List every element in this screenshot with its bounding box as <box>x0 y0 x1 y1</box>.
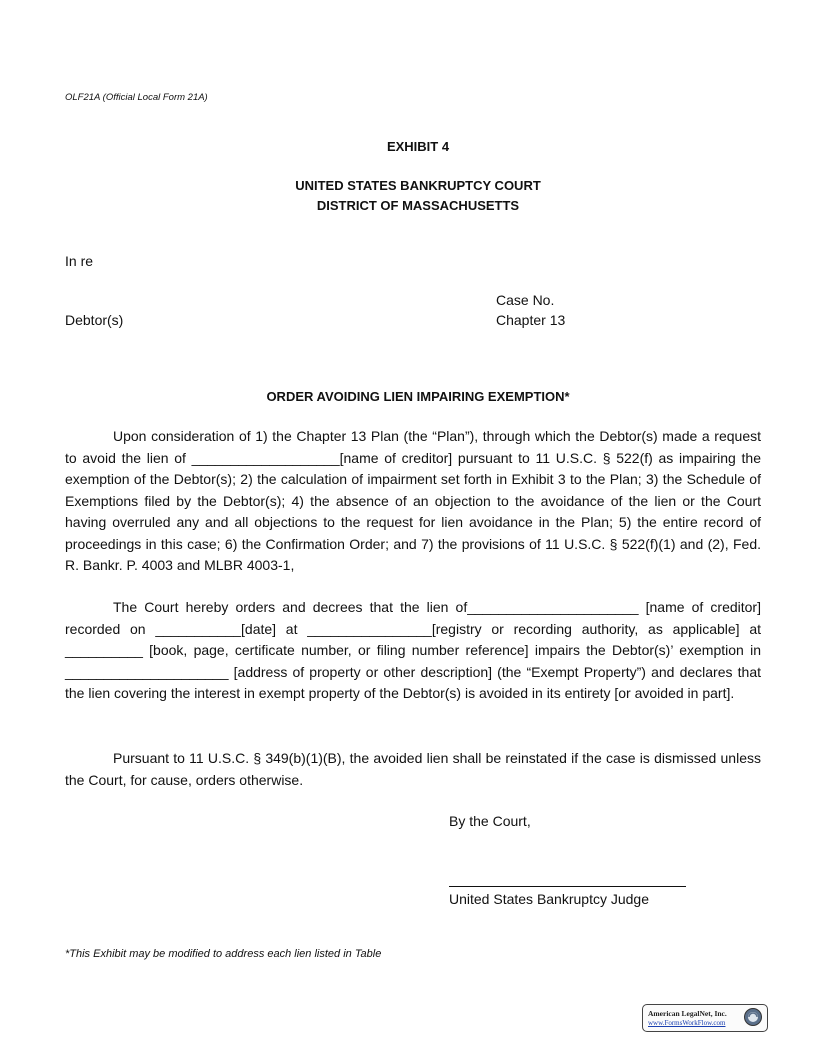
paragraph-order: The Court hereby orders and decrees that the lien of______________________ [name of creditor] recorded on ___________[date] at ________________[registry or recording authority, as applicable] at __________ [book, page, certificate number, or filing number reference] impairs the Debtor(s)’ exemption in _____________________ [address of property or other description] (the “Exempt Property”) and declares that the lien covering the interest in exempt property of the Debtor(s) is avoided in its entirety [or avoided in part]. <box>65 599 761 701</box>
exhibit-title: EXHIBIT 4 <box>386 139 450 154</box>
order-title: ORDER AVOIDING LIEN IMPAIRING EXEMPTION* <box>266 389 570 404</box>
signature-line <box>449 886 686 887</box>
debtors-label: Debtor(s) <box>65 312 124 328</box>
footnote: *This Exhibit may be modified to address each lien listed in Table <box>65 948 382 960</box>
chapter-label: Chapter 13 <box>496 312 566 328</box>
case-number-label: Case No. <box>496 292 555 308</box>
in-re-label: In re <box>65 253 94 269</box>
paragraph-consideration: Upon consideration of 1) the Chapter 13 Plan (the “Plan”), through which the Debtor(s) made a request to avoid the lien of ___________________[name of creditor] pursuant to 11 U.S.C. § 522(f) as impairing the exemption of the Debtor(s); 2) the calculation of impairment set forth in Exhibit 3 to the Plan; 3) the Schedule of Exemptions filed by the Debtor(s); 4) the absence of an objection to the avoidance of the lien or the Court having overruled any and all objections to the request for lien avoidance in the Plan; 5) the entire record of proceedings in this case; 6) the Confirmation Order; and 7) the provisions of 11 U.S.C. § 522(f)(1) and (2), Fed. R. Bankr. P. 4003 and MLBR 4003-1, <box>65 428 761 573</box>
globe-icon <box>743 1007 763 1027</box>
publisher-logo[interactable] <box>642 1004 768 1032</box>
court-district: DISTRICT OF MASSACHUSETTS <box>316 198 520 213</box>
logo-company-name: American LegalNet, Inc. <box>648 1009 727 1018</box>
form-identifier: OLF21A (Official Local Form 21A) <box>65 92 208 103</box>
judge-title: United States Bankruptcy Judge <box>449 891 650 907</box>
logo-url-link[interactable]: www.FormsWorkFlow.com <box>648 1019 726 1027</box>
by-the-court: By the Court, <box>449 813 531 829</box>
paragraph-reinstatement: Pursuant to 11 U.S.C. § 349(b)(1)(B), the avoided lien shall be reinstated if the case is dismissed unless the Court, for cause, orders otherwise. <box>65 750 761 788</box>
court-name: UNITED STATES BANKRUPTCY COURT <box>295 178 541 193</box>
